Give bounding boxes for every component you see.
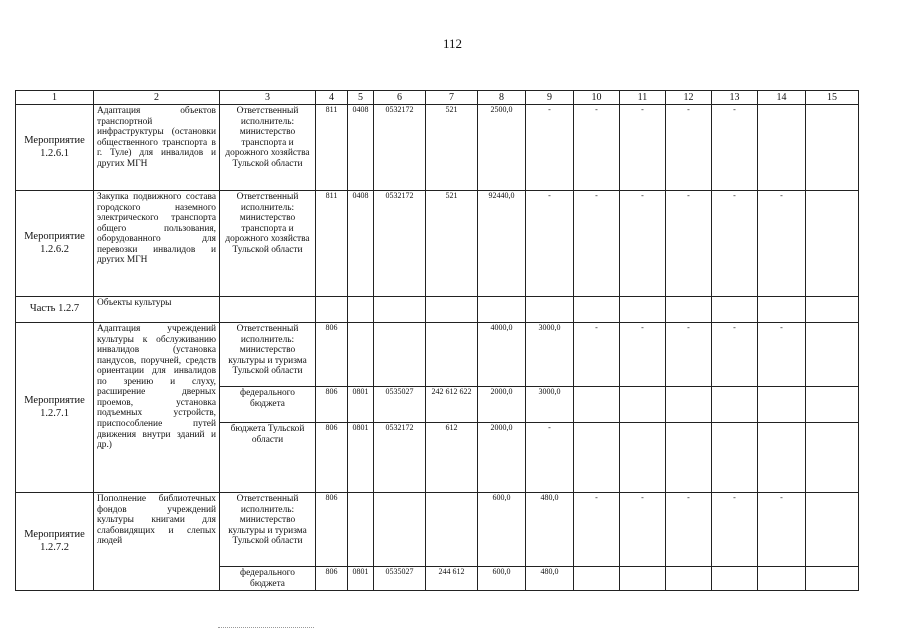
cell-col-7: 521: [426, 105, 478, 191]
cell-col-5: [348, 297, 374, 323]
cell-col-13: -: [712, 105, 758, 191]
activity-name: Закупка подвижного состава городского наземного электрического транспорта общего пользования, оборудованного для перевозки инвалидов и других МГН: [94, 191, 220, 297]
column-header-1: 1: [16, 91, 94, 105]
cell-col-5: 0801: [348, 387, 374, 423]
cell-col-7: 242 612 622: [426, 387, 478, 423]
cell-col-6: 0532172: [374, 191, 426, 297]
cell-col-8: [478, 297, 526, 323]
executor-cell: федерального бюджета: [220, 567, 316, 591]
cell-col-12: [666, 423, 712, 493]
program-table: [15, 90, 859, 591]
cell-col-13: -: [712, 191, 758, 297]
cell-col-11: [620, 387, 666, 423]
cell-col-4: 806: [316, 493, 348, 567]
cell-col-10: -: [574, 191, 620, 297]
cell-col-10: [574, 387, 620, 423]
cell-col-4: 806: [316, 567, 348, 591]
cell-col-15: [806, 387, 859, 423]
cell-col-7: [426, 297, 478, 323]
cell-col-7: 612: [426, 423, 478, 493]
activity-name: Адаптация учреждений культуры к обслуживанию инвалидов (установка пандусов, поручней, средств ориентации для инвалидов по зрению и слуху, расширение дверных проемов, установка подъемных устройств, приспособление путей движения внутри зданий и др.): [94, 323, 220, 493]
cell-col-11: [620, 423, 666, 493]
cell-col-11: -: [620, 493, 666, 567]
cell-col-15: [806, 567, 859, 591]
activity-id: Мероприятие 1.2.6.1: [16, 105, 94, 191]
cell-col-7: 244 612: [426, 567, 478, 591]
cell-col-10: -: [574, 493, 620, 567]
cell-col-13: [712, 567, 758, 591]
cell-col-10: [574, 297, 620, 323]
cell-col-4: 806: [316, 423, 348, 493]
cell-col-8: 92440,0: [478, 191, 526, 297]
cell-col-9: 480,0: [526, 493, 574, 567]
column-header-15: 15: [806, 91, 859, 105]
column-header-2: 2: [94, 91, 220, 105]
column-header-3: 3: [220, 91, 316, 105]
cell-col-6: [374, 297, 426, 323]
column-header-6: 6: [374, 91, 426, 105]
cell-col-7: 521: [426, 191, 478, 297]
activity-id: Мероприятие 1.2.7.1: [16, 323, 94, 493]
cell-col-12: -: [666, 323, 712, 387]
column-header-12: 12: [666, 91, 712, 105]
executor-cell: федерального бюджета: [220, 387, 316, 423]
cell-col-12: [666, 387, 712, 423]
cell-col-13: [712, 423, 758, 493]
activity-id: Мероприятие 1.2.7.2: [16, 493, 94, 591]
cell-col-6: 0535027: [374, 387, 426, 423]
cell-col-7: [426, 323, 478, 387]
cell-col-13: -: [712, 493, 758, 567]
cell-col-12: [666, 297, 712, 323]
cell-col-13: [712, 297, 758, 323]
cell-col-8: 2000,0: [478, 423, 526, 493]
cell-col-12: -: [666, 493, 712, 567]
cell-col-11: -: [620, 105, 666, 191]
cell-col-14: [758, 567, 806, 591]
column-header-7: 7: [426, 91, 478, 105]
cell-col-14: -: [758, 493, 806, 567]
activity-name: Объекты культуры: [94, 297, 220, 323]
cell-col-4: 806: [316, 323, 348, 387]
cell-col-13: -: [712, 323, 758, 387]
cell-col-8: 2500,0: [478, 105, 526, 191]
cell-col-4: 806: [316, 387, 348, 423]
cell-col-6: 0535027: [374, 567, 426, 591]
header-row: [16, 91, 859, 105]
cell-col-15: [806, 423, 859, 493]
cell-col-5: [348, 323, 374, 387]
cell-col-9: -: [526, 105, 574, 191]
executor-cell: бюджета Тульской области: [220, 423, 316, 493]
column-header-9: 9: [526, 91, 574, 105]
cell-col-11: -: [620, 191, 666, 297]
executor-cell: Ответственный исполнитель: министерство транспорта и дорожного хозяйства Тульской области: [220, 105, 316, 191]
cell-col-11: -: [620, 323, 666, 387]
cell-col-14: [758, 297, 806, 323]
cell-col-6: [374, 323, 426, 387]
table-row: [16, 297, 859, 323]
cell-col-8: 600,0: [478, 493, 526, 567]
executor-cell: Ответственный исполнитель: министерство транспорта и дорожного хозяйства Тульской области: [220, 191, 316, 297]
cell-col-15: [806, 493, 859, 567]
cell-col-9: -: [526, 423, 574, 493]
cell-col-9: 480,0: [526, 567, 574, 591]
cell-col-7: [426, 493, 478, 567]
column-header-10: 10: [574, 91, 620, 105]
cell-col-13: [712, 387, 758, 423]
cell-col-8: 2000,0: [478, 387, 526, 423]
cell-col-14: -: [758, 323, 806, 387]
cell-col-11: [620, 297, 666, 323]
cell-col-14: [758, 105, 806, 191]
column-header-14: 14: [758, 91, 806, 105]
column-header-8: 8: [478, 91, 526, 105]
executor-cell: [220, 297, 316, 323]
column-header-5: 5: [348, 91, 374, 105]
table-body: [16, 105, 859, 591]
cell-col-8: 4000,0: [478, 323, 526, 387]
cell-col-15: [806, 297, 859, 323]
cell-col-15: [806, 191, 859, 297]
cell-col-10: -: [574, 323, 620, 387]
cell-col-10: [574, 423, 620, 493]
cell-col-10: -: [574, 105, 620, 191]
cell-col-4: [316, 297, 348, 323]
table-row: [16, 323, 859, 387]
cell-col-12: [666, 567, 712, 591]
cell-col-12: -: [666, 105, 712, 191]
cell-col-6: [374, 493, 426, 567]
activity-name: Пополнение библиотечных фондов учреждений культуры книгами для слабовидящих и слепых людей: [94, 493, 220, 591]
cell-col-15: [806, 323, 859, 387]
cell-col-5: 0408: [348, 105, 374, 191]
cell-col-9: 3000,0: [526, 323, 574, 387]
activity-name: Адаптация объектов транспортной инфраструктуры (остановки общественного транспорта в г. Туле) для инвалидов и других МГН: [94, 105, 220, 191]
cell-col-15: [806, 105, 859, 191]
column-header-13: 13: [712, 91, 758, 105]
page-number: 112: [442, 36, 463, 51]
cell-col-14: [758, 387, 806, 423]
column-header-4: 4: [316, 91, 348, 105]
cell-col-10: [574, 567, 620, 591]
cell-col-5: [348, 493, 374, 567]
table-row: [16, 493, 859, 567]
cell-col-5: 0801: [348, 567, 374, 591]
cell-col-6: 0532172: [374, 423, 426, 493]
activity-id: Часть 1.2.7: [16, 297, 94, 323]
table-row: [16, 191, 859, 297]
cell-col-9: 3000,0: [526, 387, 574, 423]
cell-col-14: [758, 423, 806, 493]
cell-col-5: 0408: [348, 191, 374, 297]
cell-col-4: 811: [316, 105, 348, 191]
activity-id: Мероприятие 1.2.6.2: [16, 191, 94, 297]
cell-col-4: 811: [316, 191, 348, 297]
executor-cell: Ответственный исполнитель: министерство культуры и туризма Тульской области: [220, 493, 316, 567]
footer-rule: [218, 627, 314, 628]
cell-col-12: -: [666, 191, 712, 297]
cell-col-5: 0801: [348, 423, 374, 493]
cell-col-8: 600,0: [478, 567, 526, 591]
cell-col-9: -: [526, 191, 574, 297]
cell-col-14: -: [758, 191, 806, 297]
column-header-11: 11: [620, 91, 666, 105]
cell-col-6: 0532172: [374, 105, 426, 191]
cell-col-11: [620, 567, 666, 591]
table-row: [16, 105, 859, 191]
cell-col-9: [526, 297, 574, 323]
executor-cell: Ответственный исполнитель: министерство культуры и туризма Тульской области: [220, 323, 316, 387]
